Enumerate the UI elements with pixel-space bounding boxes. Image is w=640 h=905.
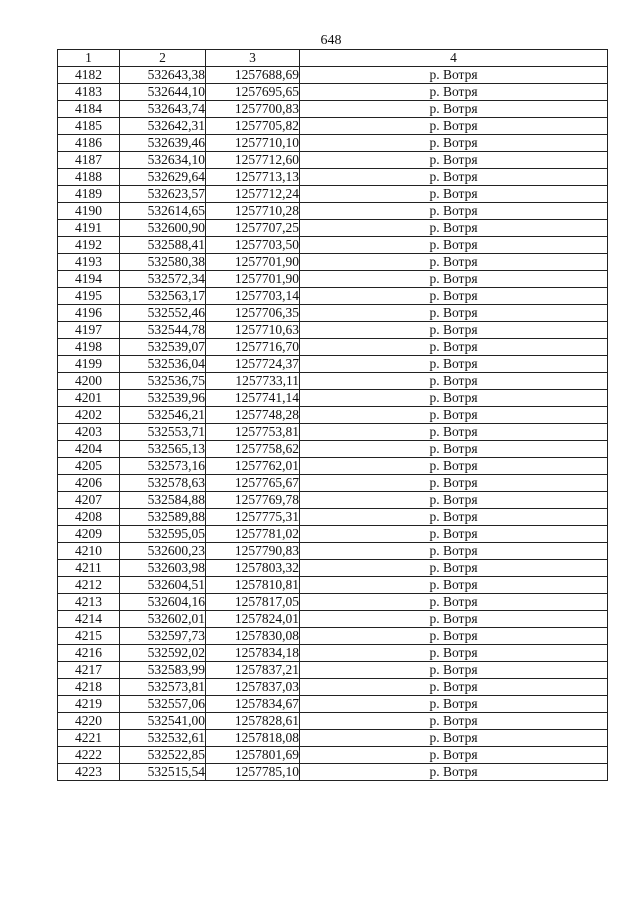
point-number-cell: 4194 bbox=[58, 271, 120, 288]
description-cell: р. Вотря bbox=[300, 594, 608, 611]
table-row bbox=[58, 611, 608, 628]
x-coordinate-cell: 532544,78 bbox=[120, 322, 206, 339]
y-coordinate-cell: 1257834,18 bbox=[206, 645, 300, 662]
x-coordinate-cell: 532565,13 bbox=[120, 441, 206, 458]
table-row bbox=[58, 492, 608, 509]
x-coordinate-cell: 532541,00 bbox=[120, 713, 206, 730]
x-coordinate-cell: 532600,23 bbox=[120, 543, 206, 560]
description-cell: р. Вотря bbox=[300, 220, 608, 237]
y-coordinate-cell: 1257706,35 bbox=[206, 305, 300, 322]
y-coordinate-cell: 1257710,63 bbox=[206, 322, 300, 339]
table-row bbox=[58, 118, 608, 135]
x-coordinate-cell: 532639,46 bbox=[120, 135, 206, 152]
description-cell: р. Вотря bbox=[300, 322, 608, 339]
description-cell: р. Вотря bbox=[300, 237, 608, 254]
point-number-cell: 4206 bbox=[58, 475, 120, 492]
table-row bbox=[58, 101, 608, 118]
description-cell: р. Вотря bbox=[300, 730, 608, 747]
description-cell: р. Вотря bbox=[300, 509, 608, 526]
x-coordinate-cell: 532604,16 bbox=[120, 594, 206, 611]
description-cell: р. Вотря bbox=[300, 84, 608, 101]
y-coordinate-cell: 1257758,62 bbox=[206, 441, 300, 458]
description-cell: р. Вотря bbox=[300, 696, 608, 713]
description-cell: р. Вотря bbox=[300, 339, 608, 356]
y-coordinate-cell: 1257753,81 bbox=[206, 424, 300, 441]
point-number-cell: 4221 bbox=[58, 730, 120, 747]
y-coordinate-cell: 1257703,50 bbox=[206, 237, 300, 254]
y-coordinate-cell: 1257705,82 bbox=[206, 118, 300, 135]
x-coordinate-cell: 532588,41 bbox=[120, 237, 206, 254]
point-number-cell: 4203 bbox=[58, 424, 120, 441]
description-cell: р. Вотря bbox=[300, 560, 608, 577]
y-coordinate-cell: 1257824,01 bbox=[206, 611, 300, 628]
description-cell: р. Вотря bbox=[300, 356, 608, 373]
table-row bbox=[58, 237, 608, 254]
x-coordinate-cell: 532644,10 bbox=[120, 84, 206, 101]
table-row bbox=[58, 441, 608, 458]
description-cell: р. Вотря bbox=[300, 713, 608, 730]
page-number: 648 bbox=[320, 33, 342, 48]
y-coordinate-cell: 1257830,08 bbox=[206, 628, 300, 645]
description-cell: р. Вотря bbox=[300, 577, 608, 594]
table-row bbox=[58, 135, 608, 152]
table-row bbox=[58, 390, 608, 407]
x-coordinate-cell: 532597,73 bbox=[120, 628, 206, 645]
table-row bbox=[58, 152, 608, 169]
y-coordinate-cell: 1257790,83 bbox=[206, 543, 300, 560]
description-cell: р. Вотря bbox=[300, 101, 608, 118]
table-row bbox=[58, 594, 608, 611]
y-coordinate-cell: 1257713,13 bbox=[206, 169, 300, 186]
y-coordinate-cell: 1257701,90 bbox=[206, 254, 300, 271]
description-cell: р. Вотря bbox=[300, 679, 608, 696]
description-cell: р. Вотря bbox=[300, 254, 608, 271]
point-number-cell: 4211 bbox=[58, 560, 120, 577]
description-cell: р. Вотря bbox=[300, 764, 608, 781]
point-number-cell: 4191 bbox=[58, 220, 120, 237]
y-coordinate-cell: 1257716,70 bbox=[206, 339, 300, 356]
y-coordinate-cell: 1257707,25 bbox=[206, 220, 300, 237]
table-row bbox=[58, 254, 608, 271]
description-cell: р. Вотря bbox=[300, 67, 608, 84]
point-number-cell: 4197 bbox=[58, 322, 120, 339]
description-cell: р. Вотря bbox=[300, 628, 608, 645]
point-number-cell: 4217 bbox=[58, 662, 120, 679]
table-row bbox=[58, 526, 608, 543]
description-cell: р. Вотря bbox=[300, 662, 608, 679]
point-number-cell: 4216 bbox=[58, 645, 120, 662]
column-header-description: 4 bbox=[300, 50, 608, 67]
x-coordinate-cell: 532536,75 bbox=[120, 373, 206, 390]
y-coordinate-cell: 1257801,69 bbox=[206, 747, 300, 764]
x-coordinate-cell: 532552,46 bbox=[120, 305, 206, 322]
point-number-cell: 4196 bbox=[58, 305, 120, 322]
x-coordinate-cell: 532643,74 bbox=[120, 101, 206, 118]
table-row bbox=[58, 628, 608, 645]
point-number-cell: 4192 bbox=[58, 237, 120, 254]
point-number-cell: 4199 bbox=[58, 356, 120, 373]
x-coordinate-cell: 532539,07 bbox=[120, 339, 206, 356]
table-row bbox=[58, 203, 608, 220]
table-row bbox=[58, 662, 608, 679]
point-number-cell: 4219 bbox=[58, 696, 120, 713]
table-row bbox=[58, 475, 608, 492]
x-coordinate-cell: 532642,31 bbox=[120, 118, 206, 135]
description-cell: р. Вотря bbox=[300, 441, 608, 458]
table-row bbox=[58, 577, 608, 594]
description-cell: р. Вотря bbox=[300, 407, 608, 424]
table-row bbox=[58, 764, 608, 781]
description-cell: р. Вотря bbox=[300, 373, 608, 390]
x-coordinate-cell: 532589,88 bbox=[120, 509, 206, 526]
table-row bbox=[58, 424, 608, 441]
y-coordinate-cell: 1257701,90 bbox=[206, 271, 300, 288]
point-number-cell: 4204 bbox=[58, 441, 120, 458]
table-row bbox=[58, 339, 608, 356]
table-row bbox=[58, 645, 608, 662]
x-coordinate-cell: 532573,16 bbox=[120, 458, 206, 475]
description-cell: р. Вотря bbox=[300, 305, 608, 322]
point-number-cell: 4185 bbox=[58, 118, 120, 135]
point-number-cell: 4182 bbox=[58, 67, 120, 84]
point-number-cell: 4223 bbox=[58, 764, 120, 781]
point-number-cell: 4220 bbox=[58, 713, 120, 730]
x-coordinate-cell: 532553,71 bbox=[120, 424, 206, 441]
point-number-cell: 4213 bbox=[58, 594, 120, 611]
x-coordinate-cell: 532546,21 bbox=[120, 407, 206, 424]
y-coordinate-cell: 1257837,03 bbox=[206, 679, 300, 696]
x-coordinate-cell: 532563,17 bbox=[120, 288, 206, 305]
point-number-cell: 4207 bbox=[58, 492, 120, 509]
table-row bbox=[58, 322, 608, 339]
point-number-cell: 4205 bbox=[58, 458, 120, 475]
description-cell: р. Вотря bbox=[300, 288, 608, 305]
x-coordinate-cell: 532573,81 bbox=[120, 679, 206, 696]
point-number-cell: 4190 bbox=[58, 203, 120, 220]
x-coordinate-cell: 532600,90 bbox=[120, 220, 206, 237]
x-coordinate-cell: 532603,98 bbox=[120, 560, 206, 577]
x-coordinate-cell: 532592,02 bbox=[120, 645, 206, 662]
y-coordinate-cell: 1257733,11 bbox=[206, 373, 300, 390]
y-coordinate-cell: 1257712,60 bbox=[206, 152, 300, 169]
description-cell: р. Вотря bbox=[300, 611, 608, 628]
x-coordinate-cell: 532515,54 bbox=[120, 764, 206, 781]
x-coordinate-cell: 532583,99 bbox=[120, 662, 206, 679]
point-number-cell: 4218 bbox=[58, 679, 120, 696]
table-row bbox=[58, 288, 608, 305]
y-coordinate-cell: 1257810,81 bbox=[206, 577, 300, 594]
description-cell: р. Вотря bbox=[300, 492, 608, 509]
point-number-cell: 4201 bbox=[58, 390, 120, 407]
y-coordinate-cell: 1257700,83 bbox=[206, 101, 300, 118]
point-number-cell: 4184 bbox=[58, 101, 120, 118]
x-coordinate-cell: 532629,64 bbox=[120, 169, 206, 186]
table-row bbox=[58, 407, 608, 424]
table-row bbox=[58, 356, 608, 373]
y-coordinate-cell: 1257748,28 bbox=[206, 407, 300, 424]
point-number-cell: 4200 bbox=[58, 373, 120, 390]
coordinates-table bbox=[57, 49, 608, 781]
table-row bbox=[58, 373, 608, 390]
column-header-x: 2 bbox=[120, 50, 206, 67]
column-header-point-number: 1 bbox=[58, 50, 120, 67]
point-number-cell: 4215 bbox=[58, 628, 120, 645]
table-body bbox=[58, 67, 608, 781]
table-row bbox=[58, 84, 608, 101]
table-row bbox=[58, 169, 608, 186]
y-coordinate-cell: 1257828,61 bbox=[206, 713, 300, 730]
x-coordinate-cell: 532578,63 bbox=[120, 475, 206, 492]
description-cell: р. Вотря bbox=[300, 135, 608, 152]
point-number-cell: 4208 bbox=[58, 509, 120, 526]
y-coordinate-cell: 1257781,02 bbox=[206, 526, 300, 543]
description-cell: р. Вотря bbox=[300, 169, 608, 186]
y-coordinate-cell: 1257765,67 bbox=[206, 475, 300, 492]
y-coordinate-cell: 1257803,32 bbox=[206, 560, 300, 577]
y-coordinate-cell: 1257712,24 bbox=[206, 186, 300, 203]
x-coordinate-cell: 532539,96 bbox=[120, 390, 206, 407]
description-cell: р. Вотря bbox=[300, 543, 608, 560]
point-number-cell: 4222 bbox=[58, 747, 120, 764]
x-coordinate-cell: 532522,85 bbox=[120, 747, 206, 764]
description-cell: р. Вотря bbox=[300, 152, 608, 169]
x-coordinate-cell: 532595,05 bbox=[120, 526, 206, 543]
description-cell: р. Вотря bbox=[300, 424, 608, 441]
table-row bbox=[58, 713, 608, 730]
table-row bbox=[58, 560, 608, 577]
point-number-cell: 4195 bbox=[58, 288, 120, 305]
point-number-cell: 4212 bbox=[58, 577, 120, 594]
point-number-cell: 4214 bbox=[58, 611, 120, 628]
x-coordinate-cell: 532572,34 bbox=[120, 271, 206, 288]
table-row bbox=[58, 271, 608, 288]
table-row bbox=[58, 186, 608, 203]
point-number-cell: 4183 bbox=[58, 84, 120, 101]
table-row bbox=[58, 730, 608, 747]
x-coordinate-cell: 532584,88 bbox=[120, 492, 206, 509]
table-row bbox=[58, 67, 608, 84]
y-coordinate-cell: 1257762,01 bbox=[206, 458, 300, 475]
y-coordinate-cell: 1257818,08 bbox=[206, 730, 300, 747]
description-cell: р. Вотря bbox=[300, 390, 608, 407]
point-number-cell: 4202 bbox=[58, 407, 120, 424]
point-number-cell: 4187 bbox=[58, 152, 120, 169]
table-row bbox=[58, 543, 608, 560]
y-coordinate-cell: 1257710,28 bbox=[206, 203, 300, 220]
y-coordinate-cell: 1257785,10 bbox=[206, 764, 300, 781]
point-number-cell: 4193 bbox=[58, 254, 120, 271]
y-coordinate-cell: 1257695,65 bbox=[206, 84, 300, 101]
description-cell: р. Вотря bbox=[300, 118, 608, 135]
table-row bbox=[58, 305, 608, 322]
header-row bbox=[58, 50, 608, 67]
point-number-cell: 4189 bbox=[58, 186, 120, 203]
table-row bbox=[58, 747, 608, 764]
table-row bbox=[58, 220, 608, 237]
x-coordinate-cell: 532536,04 bbox=[120, 356, 206, 373]
x-coordinate-cell: 532643,38 bbox=[120, 67, 206, 84]
point-number-cell: 4210 bbox=[58, 543, 120, 560]
y-coordinate-cell: 1257710,10 bbox=[206, 135, 300, 152]
y-coordinate-cell: 1257688,69 bbox=[206, 67, 300, 84]
table-header bbox=[58, 50, 608, 67]
description-cell: р. Вотря bbox=[300, 203, 608, 220]
description-cell: р. Вотря bbox=[300, 458, 608, 475]
x-coordinate-cell: 532532,61 bbox=[120, 730, 206, 747]
x-coordinate-cell: 532580,38 bbox=[120, 254, 206, 271]
x-coordinate-cell: 532634,10 bbox=[120, 152, 206, 169]
description-cell: р. Вотря bbox=[300, 526, 608, 543]
y-coordinate-cell: 1257817,05 bbox=[206, 594, 300, 611]
column-header-y: 3 bbox=[206, 50, 300, 67]
table-row bbox=[58, 696, 608, 713]
x-coordinate-cell: 532614,65 bbox=[120, 203, 206, 220]
y-coordinate-cell: 1257741,14 bbox=[206, 390, 300, 407]
point-number-cell: 4198 bbox=[58, 339, 120, 356]
x-coordinate-cell: 532623,57 bbox=[120, 186, 206, 203]
description-cell: р. Вотря bbox=[300, 271, 608, 288]
table-row bbox=[58, 509, 608, 526]
x-coordinate-cell: 532602,01 bbox=[120, 611, 206, 628]
point-number-cell: 4209 bbox=[58, 526, 120, 543]
point-number-cell: 4186 bbox=[58, 135, 120, 152]
table-row bbox=[58, 679, 608, 696]
description-cell: р. Вотря bbox=[300, 186, 608, 203]
y-coordinate-cell: 1257724,37 bbox=[206, 356, 300, 373]
description-cell: р. Вотря bbox=[300, 475, 608, 492]
point-number-cell: 4188 bbox=[58, 169, 120, 186]
description-cell: р. Вотря bbox=[300, 645, 608, 662]
x-coordinate-cell: 532557,06 bbox=[120, 696, 206, 713]
y-coordinate-cell: 1257703,14 bbox=[206, 288, 300, 305]
x-coordinate-cell: 532604,51 bbox=[120, 577, 206, 594]
y-coordinate-cell: 1257834,67 bbox=[206, 696, 300, 713]
y-coordinate-cell: 1257775,31 bbox=[206, 509, 300, 526]
y-coordinate-cell: 1257837,21 bbox=[206, 662, 300, 679]
description-cell: р. Вотря bbox=[300, 747, 608, 764]
table-row bbox=[58, 458, 608, 475]
y-coordinate-cell: 1257769,78 bbox=[206, 492, 300, 509]
